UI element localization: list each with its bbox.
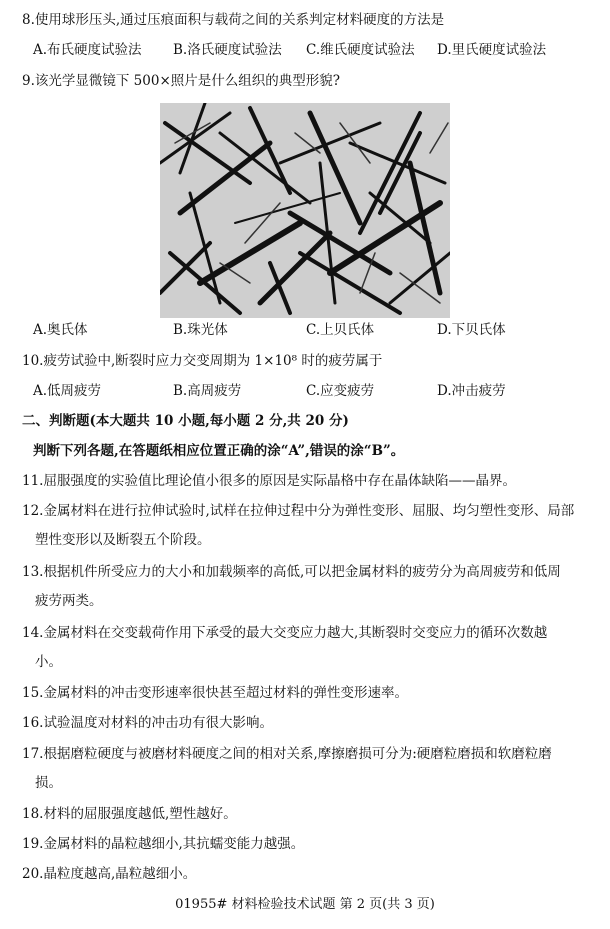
q9-option-b: B.珠光体	[173, 322, 228, 338]
q16: 16.试验温度对材料的冲击功有很大影响。	[22, 715, 273, 731]
micrograph-needles	[160, 103, 450, 318]
q17-line-1: 17.根据磨粒硬度与被磨材料硬度之间的相对关系,摩擦磨损可分为:硬磨粒磨损和软磨粒磨	[22, 746, 552, 762]
section-2-instruction: 判断下列各题,在答题纸相应位置正确的涂“A”,错误的涂“B”。	[33, 443, 405, 459]
page-footer: 01955# 材料检验技术试题 第 2 页(共 3 页)	[175, 897, 435, 912]
section-2-title: 二、判断题(本大题共 10 小题,每小题 2 分,共 20 分)	[22, 413, 349, 429]
q9-stem: 9.该光学显微镜下 500×照片是什么组织的典型形貌?	[22, 73, 340, 89]
q14-line-1: 14.金属材料在交变载荷作用下承受的最大交变应力越大,其断裂时交变应力的循环次数越	[22, 625, 548, 641]
q10-option-c: C.应变疲劳	[306, 383, 375, 399]
q18: 18.材料的屈服强度越低,塑性越好。	[22, 806, 237, 822]
q15: 15.金属材料的冲击变形速率很快甚至超过材料的弹性变形速率。	[22, 685, 408, 701]
q10-stem: 10.疲劳试验中,断裂时应力交变周期为 1×10⁸ 时的疲劳属于	[22, 353, 383, 369]
q8-option-b: B.洛氏硬度试验法	[173, 42, 282, 58]
q8-option-a: A.布氏硬度试验法	[33, 42, 142, 58]
q13-line-2: 疲劳两类。	[35, 593, 103, 609]
q17-line-2: 损。	[35, 775, 62, 791]
micrograph-image	[160, 103, 450, 318]
q12-line-2: 塑性变形以及断裂五个阶段。	[35, 532, 211, 548]
q9-option-c: C.上贝氏体	[306, 322, 375, 338]
q12-line-1: 12.金属材料在进行拉伸试验时,试样在拉伸过程中分为弹性变形、屈服、均匀塑性变形、局部	[22, 503, 575, 519]
q13-line-1: 13.根据机件所受应力的大小和加载频率的高低,可以把金属材料的疲劳分为高周疲劳和低周	[22, 564, 561, 580]
q8-stem: 8.使用球形压头,通过压痕面积与载荷之间的关系判定材料硬度的方法是	[22, 12, 445, 28]
q11: 11.屈服强度的实验值比理论值小很多的原因是实际晶格中存在晶体缺陷——晶界。	[22, 473, 516, 489]
q9-option-d: D.下贝氏体	[437, 322, 506, 338]
q10-option-a: A.低周疲劳	[33, 383, 102, 399]
q9-option-a: A.奥氏体	[33, 322, 88, 338]
q8-option-d: D.里氏硬度试验法	[437, 42, 547, 58]
q10-option-d: D.冲击疲劳	[437, 383, 506, 399]
q14-line-2: 小。	[35, 654, 62, 670]
q20: 20.晶粒度越高,晶粒越细小。	[22, 866, 197, 882]
q8-option-c: C.维氏硬度试验法	[306, 42, 415, 58]
q10-option-b: B.高周疲劳	[173, 383, 242, 399]
q19: 19.金属材料的晶粒越细小,其抗蠕变能力越强。	[22, 836, 305, 852]
